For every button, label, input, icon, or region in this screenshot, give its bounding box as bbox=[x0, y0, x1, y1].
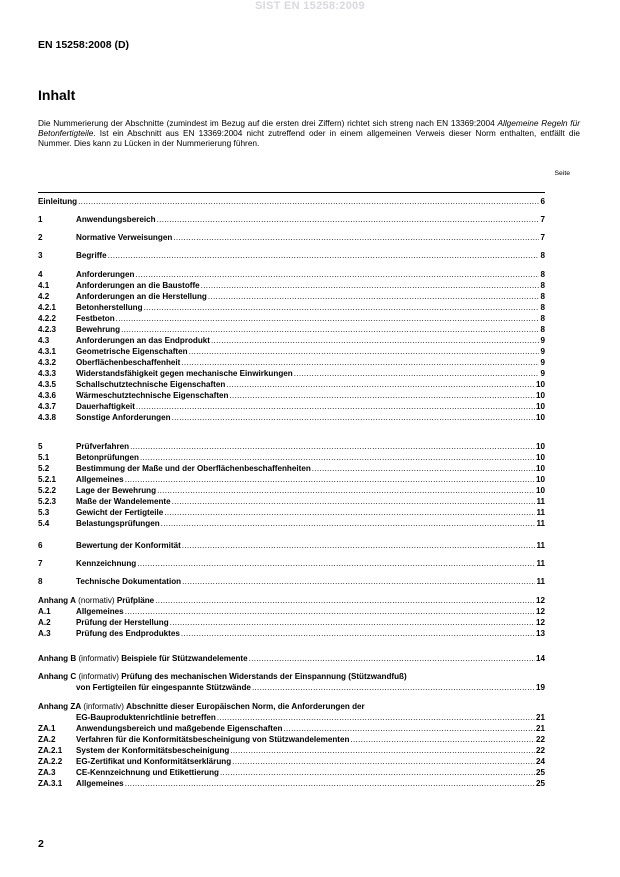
toc-entry[interactable] bbox=[38, 711, 545, 722]
toc-number: 5.2.1 bbox=[38, 475, 57, 484]
toc-page: 11 bbox=[536, 577, 545, 586]
toc-page: 7 bbox=[540, 233, 545, 242]
toc-number: 5.4 bbox=[38, 519, 50, 528]
toc-page: 9 bbox=[540, 347, 545, 356]
toc-leader-dots bbox=[181, 629, 535, 638]
toc-number: ZA.2.2 bbox=[38, 757, 63, 766]
toc-number: 4.2 bbox=[38, 292, 50, 301]
toc-leader-dots bbox=[108, 251, 540, 260]
toc-number: 5.1 bbox=[38, 453, 50, 462]
toc-label: Gewicht der Fertigteile bbox=[76, 508, 164, 517]
toc-label: Wärmeschutztechnische Eigenschaften bbox=[76, 391, 229, 400]
toc-label bbox=[38, 672, 407, 681]
toc-number: ZA.1 bbox=[38, 724, 56, 733]
toc-page: 8 bbox=[540, 314, 545, 323]
toc-number: 4.2.1 bbox=[38, 303, 57, 312]
toc-leader-dots bbox=[220, 768, 535, 777]
toc-leader-dots bbox=[78, 197, 539, 206]
toc-page: 21 bbox=[535, 724, 545, 733]
toc-entry[interactable] bbox=[38, 323, 545, 334]
toc-page: 19 bbox=[535, 683, 545, 692]
toc-page: 21 bbox=[535, 713, 545, 722]
toc-page: 9 bbox=[540, 336, 545, 345]
toc-entry[interactable] bbox=[38, 722, 545, 733]
toc-page: 9 bbox=[540, 369, 545, 378]
toc-entry[interactable] bbox=[38, 389, 545, 400]
toc-leader-dots bbox=[137, 559, 535, 568]
toc-label: Allgemeines bbox=[76, 475, 124, 484]
toc-page: 10 bbox=[535, 380, 545, 389]
toc-page: 24 bbox=[535, 757, 545, 766]
toc-label: Einleitung bbox=[38, 197, 78, 206]
toc-entry[interactable] bbox=[38, 367, 545, 378]
toc-leader-dots bbox=[208, 292, 540, 301]
toc-label: Allgemeines bbox=[76, 607, 124, 616]
watermark: SIST EN 15258:2009 bbox=[255, 0, 365, 12]
toc-entry[interactable] bbox=[38, 681, 545, 692]
toc-page: 7 bbox=[540, 215, 545, 224]
toc-annex-title: Abschnitte dieser Europäischen Norm, die Anforderungen der bbox=[126, 702, 365, 711]
toc-entry[interactable] bbox=[38, 627, 545, 638]
toc-page: 13 bbox=[535, 629, 545, 638]
toc-entry[interactable] bbox=[38, 575, 545, 586]
toc-annex-name: Anhang ZA bbox=[38, 702, 82, 711]
toc-entry[interactable] bbox=[38, 755, 545, 766]
toc-page: 10 bbox=[535, 464, 545, 473]
toc-label: Prüfung der Herstellung bbox=[76, 618, 169, 627]
toc-number: 4.2.3 bbox=[38, 325, 57, 334]
toc-leader-dots bbox=[140, 453, 535, 462]
toc-label: Anwendungsbereich bbox=[76, 215, 156, 224]
toc-leader-dots bbox=[201, 281, 540, 290]
toc-label: Normative Verweisungen bbox=[76, 233, 173, 242]
toc-leader-dots bbox=[164, 508, 535, 517]
toc-entry[interactable] bbox=[38, 268, 545, 279]
toc-entry[interactable] bbox=[38, 440, 545, 451]
intro-italic: Allgemeine Regeln für Betonfertigteile bbox=[38, 118, 580, 139]
toc-number: 5 bbox=[38, 442, 43, 451]
toc-annex-type: (normativ) bbox=[75, 596, 117, 605]
toc-leader-dots bbox=[125, 475, 535, 484]
toc-entry[interactable] bbox=[38, 733, 545, 744]
toc-entry[interactable] bbox=[38, 356, 545, 367]
toc-label bbox=[38, 596, 154, 605]
toc-page: 11 bbox=[536, 508, 545, 517]
toc-leader-dots bbox=[226, 380, 535, 389]
toc-page: 12 bbox=[535, 596, 545, 605]
toc-page: 14 bbox=[535, 654, 545, 663]
toc-label: Prüfung des Endproduktes bbox=[76, 629, 180, 638]
toc-entry[interactable] bbox=[38, 484, 545, 495]
toc-entry[interactable] bbox=[38, 766, 545, 777]
toc-label: Technische Dokumentation bbox=[76, 577, 182, 586]
toc-label: Dauerhaftigkeit bbox=[76, 402, 135, 411]
toc-label: Schallschutztechnische Eigenschaften bbox=[76, 380, 226, 389]
toc-leader-dots bbox=[312, 464, 535, 473]
toc-entry[interactable] bbox=[38, 249, 545, 260]
toc-number: 4.2.2 bbox=[38, 314, 57, 323]
toc-page: 22 bbox=[535, 746, 545, 755]
toc-number: ZA.2 bbox=[38, 735, 56, 744]
toc-label: Betonprüfungen bbox=[76, 453, 139, 462]
toc-entry[interactable] bbox=[38, 451, 545, 462]
toc-page: 9 bbox=[540, 358, 545, 367]
toc-label: Anforderungen bbox=[76, 270, 135, 279]
toc-page: 10 bbox=[535, 413, 545, 422]
toc-annex-type: (informativ) bbox=[76, 672, 122, 681]
toc-annex-title: Prüfung des mechanischen Widerstands der Einspannung (Stützwandfuß) bbox=[121, 672, 407, 681]
toc-leader-dots bbox=[135, 270, 539, 279]
toc-number: 3 bbox=[38, 251, 43, 260]
toc-entry[interactable] bbox=[38, 506, 545, 517]
toc-label: Festbeton bbox=[76, 314, 115, 323]
toc-leader-dots bbox=[125, 607, 535, 616]
toc-page: 25 bbox=[535, 779, 545, 788]
toc-entry[interactable] bbox=[38, 744, 545, 755]
toc-page: 12 bbox=[535, 618, 545, 627]
toc-leader-dots bbox=[136, 402, 535, 411]
toc-leader-dots bbox=[130, 442, 535, 451]
toc-label: EG-Bauproduktenrichtlinie betreffen bbox=[76, 713, 216, 722]
toc-annex-type: (informativ) bbox=[81, 702, 127, 711]
toc-leader-dots bbox=[170, 618, 535, 627]
toc-number: A.3 bbox=[38, 629, 51, 638]
toc-page: 10 bbox=[535, 391, 545, 400]
toc-number: ZA.3.1 bbox=[38, 779, 63, 788]
page-number: 2 bbox=[38, 838, 44, 850]
toc-entry[interactable] bbox=[38, 279, 545, 290]
toc-page: 11 bbox=[536, 559, 545, 568]
toc-leader-dots bbox=[182, 577, 535, 586]
toc-page: 6 bbox=[540, 197, 545, 206]
toc-entry[interactable] bbox=[38, 334, 545, 345]
toc-page: 10 bbox=[535, 442, 545, 451]
toc-leader-dots bbox=[189, 347, 540, 356]
toc-entry[interactable] bbox=[38, 462, 545, 473]
toc-label: Begriffe bbox=[76, 251, 107, 260]
toc-leader-dots bbox=[182, 541, 536, 550]
toc-number: ZA.3 bbox=[38, 768, 56, 777]
toc-entry[interactable] bbox=[38, 411, 545, 422]
toc-label: Lage der Bewehrung bbox=[76, 486, 157, 495]
seite-label: Seite bbox=[554, 170, 570, 177]
toc-leader-dots bbox=[125, 779, 535, 788]
toc-page: 8 bbox=[540, 303, 545, 312]
toc-label: Anforderungen an die Baustoffe bbox=[76, 281, 200, 290]
toc-page: 25 bbox=[535, 768, 545, 777]
toc-label: System der Konformitätsbescheinigung bbox=[76, 746, 230, 755]
toc-page: 10 bbox=[535, 475, 545, 484]
toc-entry[interactable] bbox=[38, 495, 545, 506]
toc-leader-dots bbox=[232, 757, 535, 766]
toc-leader-dots bbox=[155, 596, 535, 605]
intro-paragraph bbox=[38, 118, 580, 149]
toc-entry[interactable] bbox=[38, 700, 545, 711]
toc-leader-dots bbox=[172, 497, 536, 506]
toc-entry[interactable] bbox=[38, 195, 545, 206]
toc-label: Widerstandsfähigkeit gegen mechanische Einwirkungen bbox=[76, 369, 293, 378]
toc-label: von Fertigteilen für eingespannte Stützwände bbox=[76, 683, 251, 692]
toc-number: 4.3.1 bbox=[38, 347, 57, 356]
toc-annex-title: Prüfpläne bbox=[116, 596, 155, 605]
toc-page: 11 bbox=[536, 519, 545, 528]
toc-leader-dots bbox=[249, 654, 535, 663]
toc-page: 8 bbox=[540, 251, 545, 260]
toc-number: 8 bbox=[38, 577, 43, 586]
toc-page: 11 bbox=[536, 497, 545, 506]
toc-page: 11 bbox=[536, 541, 545, 550]
toc-entry[interactable] bbox=[38, 301, 545, 312]
toc-entry[interactable] bbox=[38, 231, 545, 242]
page-title: Inhalt bbox=[38, 87, 76, 103]
toc-entry[interactable] bbox=[38, 517, 545, 528]
toc-label: EG-Zertifikat und Konformitätserklärung bbox=[76, 757, 232, 766]
toc-number: 1 bbox=[38, 215, 43, 224]
toc-entry[interactable] bbox=[38, 378, 545, 389]
toc-number: 4.3.5 bbox=[38, 380, 57, 389]
toc-entry[interactable] bbox=[38, 670, 545, 681]
toc-number: 4.1 bbox=[38, 281, 50, 290]
toc-leader-dots bbox=[230, 746, 535, 755]
toc-annex-type: (informativ) bbox=[76, 654, 122, 663]
toc-label: Anforderungen an die Herstellung bbox=[76, 292, 207, 301]
toc-leader-dots bbox=[116, 314, 540, 323]
toc-page: 8 bbox=[540, 270, 545, 279]
document-header: EN 15258:2008 (D) bbox=[38, 39, 130, 51]
toc-entry[interactable] bbox=[38, 312, 545, 323]
toc-number: 4.3 bbox=[38, 336, 50, 345]
intro-part2: . Ist ein Abschnitt aus EN 13369:2004 nicht zutreffend oder in einem allgemeinen Verweis dieser Norm enthalten, entfällt die Nummer. Dies kann zu Lücken in der Nummerierung führen. bbox=[38, 128, 580, 149]
toc-leader-dots bbox=[144, 303, 540, 312]
toc-number: 4 bbox=[38, 270, 43, 279]
toc-leader-dots bbox=[350, 735, 535, 744]
toc-number: ZA.2.1 bbox=[38, 746, 63, 755]
toc-number: 4.3.8 bbox=[38, 413, 57, 422]
toc-entry[interactable] bbox=[38, 777, 545, 788]
toc-number: 4.3.3 bbox=[38, 369, 57, 378]
toc-leader-dots bbox=[181, 358, 539, 367]
toc-leader-dots bbox=[229, 391, 535, 400]
toc-label: Verfahren für die Konformitätsbescheinigung von Stützwandelementen bbox=[76, 735, 350, 744]
toc-page: 10 bbox=[535, 486, 545, 495]
toc-entry[interactable] bbox=[38, 594, 545, 605]
toc-number: A.1 bbox=[38, 607, 51, 616]
divider bbox=[38, 192, 545, 193]
toc-label: Betonherstellung bbox=[76, 303, 143, 312]
toc-leader-dots bbox=[211, 336, 539, 345]
toc-entry[interactable] bbox=[38, 557, 545, 568]
toc-leader-dots bbox=[252, 683, 535, 692]
toc-leader-dots bbox=[161, 519, 536, 528]
toc-entry[interactable] bbox=[38, 605, 545, 616]
toc-label: Allgemeines bbox=[76, 779, 124, 788]
toc-page: 10 bbox=[535, 402, 545, 411]
toc-number: 5.2 bbox=[38, 464, 50, 473]
toc-annex-title: Beispiele für Stützwandelemente bbox=[121, 654, 248, 663]
toc-page: 8 bbox=[540, 281, 545, 290]
toc-leader-dots bbox=[283, 724, 535, 733]
toc-entry[interactable] bbox=[38, 539, 545, 550]
toc-number: 4.3.6 bbox=[38, 391, 57, 400]
intro-part1: Die Nummerierung der Abschnitte (zumindest im Bezug auf die ersten drei Ziffern) richtet sich streng nach EN 13369:2004 bbox=[38, 118, 498, 128]
toc-entry[interactable] bbox=[38, 400, 545, 411]
toc-leader-dots bbox=[294, 369, 540, 378]
toc-number: 5.3 bbox=[38, 508, 50, 517]
toc-label: Bewehrung bbox=[76, 325, 121, 334]
toc-label: Anforderungen an das Endprodukt bbox=[76, 336, 210, 345]
toc-label: Kennzeichnung bbox=[76, 559, 137, 568]
toc-entry[interactable] bbox=[38, 616, 545, 627]
toc-entry[interactable] bbox=[38, 345, 545, 356]
toc-number: 6 bbox=[38, 541, 43, 550]
toc-number: 7 bbox=[38, 559, 43, 568]
toc-label: Oberflächenbeschaffenheit bbox=[76, 358, 181, 367]
toc-leader-dots bbox=[172, 413, 535, 422]
toc-label bbox=[38, 654, 248, 663]
toc-page: 12 bbox=[535, 607, 545, 616]
toc-annex-name: Anhang C bbox=[38, 672, 77, 681]
toc-number: 4.3.2 bbox=[38, 358, 57, 367]
toc-entry[interactable] bbox=[38, 473, 545, 484]
toc-annex-name: Anhang A bbox=[38, 596, 76, 605]
toc-leader-dots bbox=[121, 325, 539, 334]
toc-leader-dots bbox=[157, 486, 535, 495]
toc-leader-dots bbox=[217, 713, 535, 722]
toc-entry[interactable] bbox=[38, 652, 545, 663]
toc-number: 5.2.2 bbox=[38, 486, 57, 495]
toc-page: 8 bbox=[540, 325, 545, 334]
toc-number: 2 bbox=[38, 233, 43, 242]
toc-number: 5.2.3 bbox=[38, 497, 57, 506]
toc-label: Sonstige Anforderungen bbox=[76, 413, 171, 422]
toc-annex-name: Anhang B bbox=[38, 654, 77, 663]
toc-label: Anwendungsbereich und maßgebende Eigenschaften bbox=[76, 724, 283, 733]
toc-label: Belastungsprüfungen bbox=[76, 519, 160, 528]
toc-label: CE-Kennzeichnung und Etikettierung bbox=[76, 768, 219, 777]
toc-entry[interactable] bbox=[38, 213, 545, 224]
toc-label: Bewertung der Konformität bbox=[76, 541, 181, 550]
toc-label: Prüfverfahren bbox=[76, 442, 130, 451]
toc-label: Maße der Wandelemente bbox=[76, 497, 171, 506]
toc-number: 4.3.7 bbox=[38, 402, 57, 411]
toc-number: A.2 bbox=[38, 618, 51, 627]
toc-label: Bestimmung der Maße und der Oberflächenbeschaffenheiten bbox=[76, 464, 311, 473]
toc-label: Geometrische Eigenschaften bbox=[76, 347, 188, 356]
toc-page: 10 bbox=[535, 453, 545, 462]
toc-leader-dots bbox=[173, 233, 539, 242]
toc-page: 22 bbox=[535, 735, 545, 744]
toc-label bbox=[38, 702, 365, 711]
toc-leader-dots bbox=[157, 215, 540, 224]
toc-entry[interactable] bbox=[38, 290, 545, 301]
toc-page: 8 bbox=[540, 292, 545, 301]
